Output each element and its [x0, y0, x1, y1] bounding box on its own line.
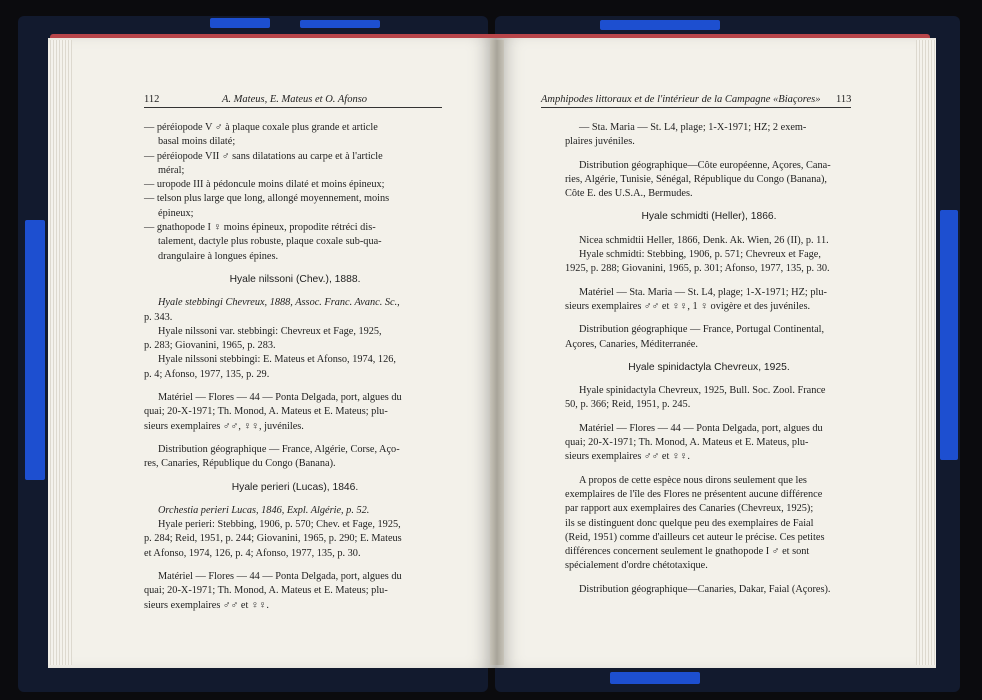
- right-page-fore-edge: [916, 40, 936, 665]
- text-line: sieurs exemplaires ♂♂ et ♀♀, 1 ♀ ovigère et des juvéniles.: [565, 300, 811, 312]
- text-line: Açores, Canaries, Méditerranée.: [565, 338, 698, 350]
- right-page-text: [565, 121, 853, 597]
- text-line: Distribution géographique — France, Algérie, Corse, Aço-: [158, 443, 400, 455]
- text-line: et Afonso, 1974, 126, p. 4; Afonso, 1977, 135, p. 30.: [144, 547, 361, 559]
- species-heading: Hyale spinidactyla Chevreux, 1925.: [628, 361, 790, 373]
- text-line: quai; 20-X-1971; Th. Monod, A. Mateus et E. Mateus; plu-: [144, 585, 388, 597]
- text-line: sieurs exemplaires ♂♂ et ♀♀.: [144, 599, 269, 611]
- text-line: Distribution géographique—Canaries, Dakar, Faial (Açores).: [579, 583, 831, 595]
- text-line: spécialement d'ordre chétotaxique.: [565, 560, 708, 572]
- left-header-rule: [144, 107, 442, 108]
- cover-marbling: [940, 210, 958, 460]
- text-line: — péréiopode V ♂ à plaque coxale plus grande et article: [144, 122, 378, 133]
- text-line: Hyale nilssoni stebbingi: E. Mateus et Afonso, 1974, 126,: [158, 354, 396, 366]
- cover-marbling: [300, 20, 380, 28]
- text-line: épineux;: [158, 207, 194, 219]
- left-page-number: 112: [144, 94, 160, 105]
- cover-marbling: [610, 672, 700, 684]
- text-line: Distribution géographique — France, Portugal Continental,: [579, 324, 825, 336]
- text-line: Matériel — Flores — 44 — Ponta Delgada, port, algues du: [579, 422, 823, 434]
- text-line: Hyale spinidactyla Chevreux, 1925, Bull. Soc. Zool. France: [579, 385, 826, 397]
- text-line: res, Canaries, République du Congo (Banana).: [144, 458, 336, 470]
- left-page-fore-edge: [50, 40, 72, 665]
- right-page-number: 113: [836, 94, 852, 105]
- text-line: Côte E. des U.S.A., Bermudes.: [565, 188, 693, 200]
- text-line: Hyale perieri: Stebbing, 1906, p. 570; Chev. et Fage, 1925,: [158, 519, 401, 531]
- text-line: par rapport aux exemplaires des Canaries (Chevreux, 1925);: [565, 503, 814, 515]
- text-line: Matériel — Sta. Maria — St. L4, plage; 1-X-1971; HZ; plu-: [579, 286, 827, 298]
- text-line: p. 284; Reid, 1951, p. 244; Giovanini, 1965, p. 290; E. Mateus: [144, 533, 402, 545]
- text-line: Hyale schmidti: Stebbing, 1906, p. 571; Chevreux et Fage,: [579, 249, 821, 261]
- text-line: Orchestia perieri Lucas, 1846, Expl. Algérie, p. 52.: [158, 504, 370, 516]
- right-running-head: Amphipodes littoraux et de l'intérieur de la Campagne «Biaçores»: [541, 94, 821, 105]
- text-line: ils se distinguent donc quelque peu des exemplaires de Faial: [565, 517, 814, 529]
- text-line: exemplaires de l'île des Flores ne présentent aucune différence: [565, 488, 823, 500]
- species-heading: Hyale schmidti (Heller), 1866.: [641, 211, 777, 223]
- text-line: Nicea schmidtii Heller, 1866, Denk. Ak. Wien, 26 (II), p. 11.: [579, 234, 829, 246]
- text-line: Hyale stebbingi Chevreux, 1888, Assoc. Franc. Avanc. Sc.,: [158, 297, 400, 309]
- text-line: talement, dactyle plus robuste, plaque coxale sub-qua-: [158, 236, 382, 248]
- text-line: Hyale nilssoni var. stebbingi: Chevreux et Fage, 1925,: [158, 325, 382, 337]
- text-line: — Sta. Maria — St. L4, plage; 1-X-1971; HZ; 2 exem-: [579, 122, 807, 133]
- text-line: basal moins dilaté;: [158, 136, 236, 148]
- text-line: Matériel — Flores — 44 — Ponta Delgada, port, algues du: [158, 392, 402, 404]
- text-line: quai; 20-X-1971; Th. Monod, A. Mateus et E. Mateus; plu-: [144, 406, 388, 418]
- text-line: 1925, p. 288; Giovanini, 1965, p. 301; Afonso, 1977, 135, p. 30.: [565, 263, 830, 275]
- cover-marbling: [600, 20, 720, 30]
- text-line: Distribution géographique—Côte européenne, Açores, Cana-: [579, 159, 831, 171]
- text-line: — telson plus large que long, allongé moyennement, moins: [144, 193, 390, 205]
- left-page-text: [144, 121, 446, 613]
- text-line: sieurs exemplaires ♂♂, ♀♀, juvéniles.: [144, 420, 304, 432]
- text-line: — uropode III à pédoncule moins dilaté et moins épineux;: [144, 179, 385, 191]
- text-line: p. 4; Afonso, 1977, 135, p. 29.: [144, 368, 270, 380]
- text-line: p. 283; Giovanini, 1965, p. 283.: [144, 340, 276, 352]
- species-heading: Hyale perieri (Lucas), 1846.: [231, 481, 359, 493]
- cover-marbling: [25, 220, 45, 480]
- text-line: plaires juvéniles.: [565, 136, 635, 148]
- text-line: différences concernent seulement le gnathopode I ♂ et sont: [565, 546, 810, 558]
- text-line: (Reid, 1951) comme d'ailleurs cet auteur le précise. Ces petites: [565, 531, 825, 543]
- left-running-head: A. Mateus, E. Mateus et O. Afonso: [222, 94, 368, 105]
- book-gutter: [490, 40, 504, 665]
- text-line: ries, Algérie, Tunisie, Sénégal, République du Congo (Banana),: [565, 173, 827, 185]
- text-line: — gnathopode I ♀ moins épineux, propodite rétréci dis-: [144, 222, 376, 234]
- text-line: quai; 20-X-1971; Th. Monod, A. Mateus et E. Mateus, plu-: [565, 437, 809, 449]
- right-header-rule: [541, 107, 851, 108]
- text-line: sieurs exemplaires ♂♂ et ♀♀.: [565, 451, 690, 463]
- species-heading: Hyale nilssoni (Chev.), 1888.: [229, 273, 361, 285]
- text-line: 50, p. 366; Reid, 1951, p. 245.: [565, 399, 691, 411]
- text-line: drangulaire à longues épines.: [158, 250, 279, 262]
- text-line: A propos de cette espèce nous dirons seulement que les: [579, 474, 807, 486]
- text-line: — péréiopode VII ♂ sans dilatations au carpe et à l'article: [144, 150, 383, 162]
- text-line: méral;: [158, 164, 185, 176]
- text-line: p. 343.: [144, 311, 173, 323]
- text-line: Matériel — Flores — 44 — Ponta Delgada, port, algues du: [158, 571, 402, 583]
- cover-marbling: [210, 18, 270, 28]
